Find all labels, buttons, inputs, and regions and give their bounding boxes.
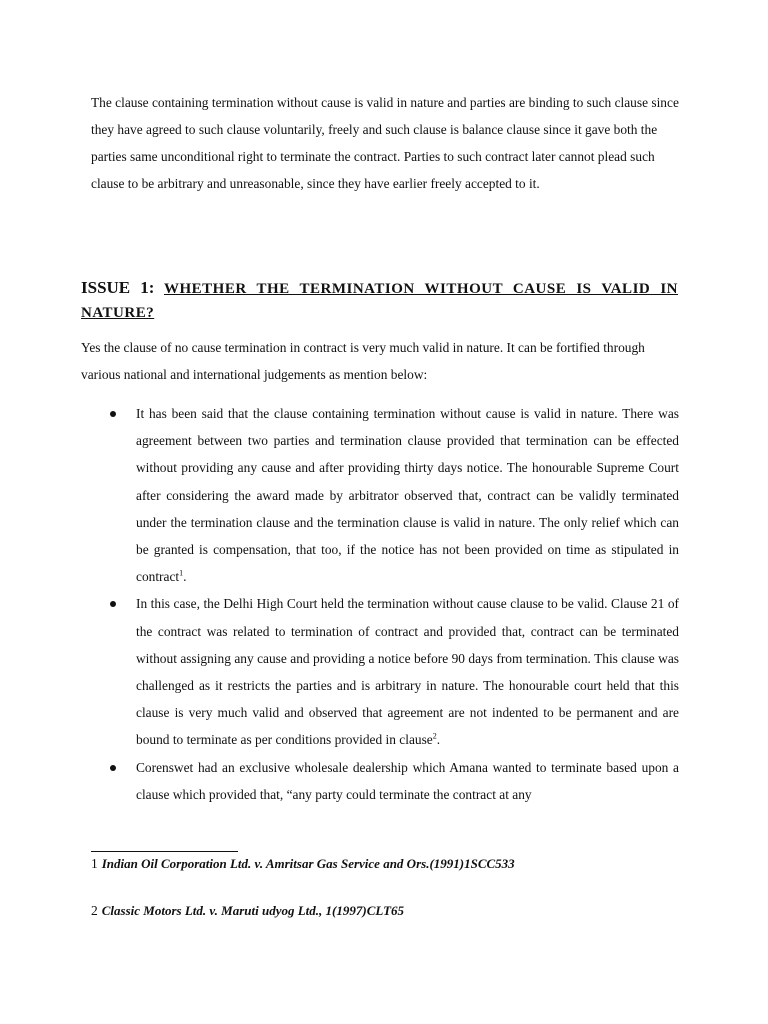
intro-paragraph: The clause containing termination without cause is valid in nature and parties are binding to such clause since they have agreed to such clause voluntarily, freely and such clause is balance clause since it gave both the parties same unconditional right to terminate the contract. Parties to such contract later cannot plead such clause to be arbitrary and unreasonable, since they have earlier freely accepted to it. <box>91 95 679 191</box>
footnote-ref-link[interactable]: 1 <box>179 568 184 578</box>
bullet-trailing: . <box>183 569 187 585</box>
footnote-1 <box>91 855 515 873</box>
footnote-citation: Indian Oil Corporation Ltd. v. Amritsar Gas Service and Ors.(1991)1SCC533 <box>101 856 515 871</box>
list-item <box>103 400 679 590</box>
list-item <box>103 754 679 808</box>
footnote-citation: Classic Motors Ltd. v. Maruti udyog Ltd., 1(1997)CLT65 <box>101 903 405 918</box>
bullet-trailing: . <box>436 732 441 748</box>
footnote-number: 2 <box>91 903 98 918</box>
issue-number: ISSUE 1: <box>81 278 155 297</box>
bullet-text: In this case, the Delhi High Court held the termination without cause clause to be valid. Clause 21 of the contract was related to termination of contract and provided that, contract can be terminated without assigning any cause and providing a notice before 90 days from termination. This clause was challenged as it restricts the parties and is arbitrary in nature. The honourable court held that this clause is very much valid and observed that agreement are not indented to be permanent and are bound to terminate as per conditions provided in clause <box>136 596 679 748</box>
issue-title: WHETHER THE TERMINATION WITHOUT CAUSE IS VALID IN NATURE? <box>81 281 678 321</box>
list-item <box>103 590 679 753</box>
footnote-ref-link[interactable]: 2 <box>432 731 437 741</box>
footnote-number: 1 <box>91 856 98 871</box>
footnote-2 <box>91 902 404 920</box>
bullet-text: Corenswet had an exclusive wholesale dealership which Amana wanted to terminate based upon a clause which provided that, “any party could terminate the contract at any <box>136 759 679 802</box>
bullet-text: It has been said that the clause containing termination without cause is valid in nature. There was agreement between two parties and termination clause provided that termination can be effected without providing any cause and after providing thirty days notice. The honourable Supreme Court after considering the award made by arbitrator observed that, contract can be validly terminated under the termination clause and the termination clause is valid in nature. The only relief which can be granted is compensation, that too, if the notice has not been provided on time as stipulated in contract <box>136 406 679 585</box>
bullet-list <box>103 400 679 808</box>
bullet-icon <box>110 601 116 607</box>
bullet-icon <box>110 411 116 417</box>
issue-heading <box>81 276 678 325</box>
footnote-divider <box>91 851 238 852</box>
lead-paragraph: Yes the clause of no cause termination in contract is very much valid in nature. It can be fortified through various national and international judgements as mention below: <box>81 340 645 382</box>
bullet-icon <box>110 765 116 771</box>
